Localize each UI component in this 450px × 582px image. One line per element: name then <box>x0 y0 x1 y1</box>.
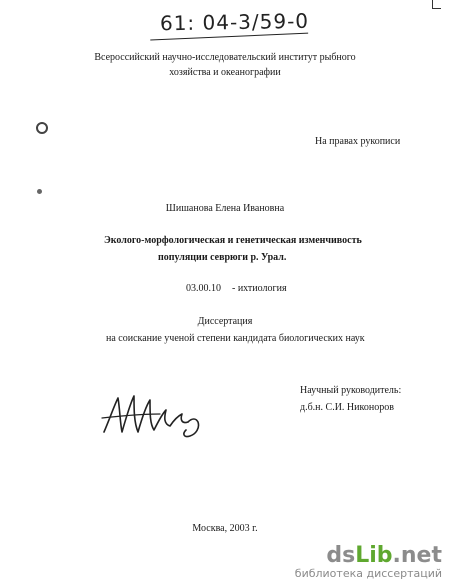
institute-line-1: Всероссийский научно-исследовательский институт рыбного <box>94 52 356 63</box>
institute-line-2: хозяйства и океанографии <box>169 67 281 78</box>
place-and-year: Москва, 2003 г. <box>192 523 258 534</box>
dslib-watermark <box>295 544 442 580</box>
dslib-tagline: библиотека диссертаций <box>294 567 442 580</box>
dslib-logo: dsLib.net <box>326 543 442 568</box>
hole-punch-mark <box>36 122 48 134</box>
specialty-name: - ихтиология <box>232 283 287 294</box>
handwritten-catalog-code <box>150 7 321 42</box>
degree-line: на соискание ученой степени кандидата биологических наук <box>106 333 365 344</box>
corner-mark <box>432 0 441 9</box>
ink-dot-mark <box>37 189 42 194</box>
work-type: Диссертация <box>197 316 253 327</box>
catalog-code-text: 61: 04-3/59-0 <box>159 8 310 36</box>
title-line-1: Эколого-морфологическая и генетическая изменчивость <box>104 235 362 246</box>
supervisor-name: д.б.н. С.И. Никоноров <box>300 402 394 413</box>
title-line-2: популяции севрюги р. Урал. <box>158 252 287 263</box>
handwritten-signature <box>100 388 210 440</box>
rights-notice: На правах рукописи <box>315 136 401 147</box>
supervisor-label: Научный руководитель: <box>300 385 402 396</box>
specialty-code: 03.00.10 <box>186 283 221 294</box>
author-name: Шишанова Елена Ивановна <box>165 203 285 214</box>
